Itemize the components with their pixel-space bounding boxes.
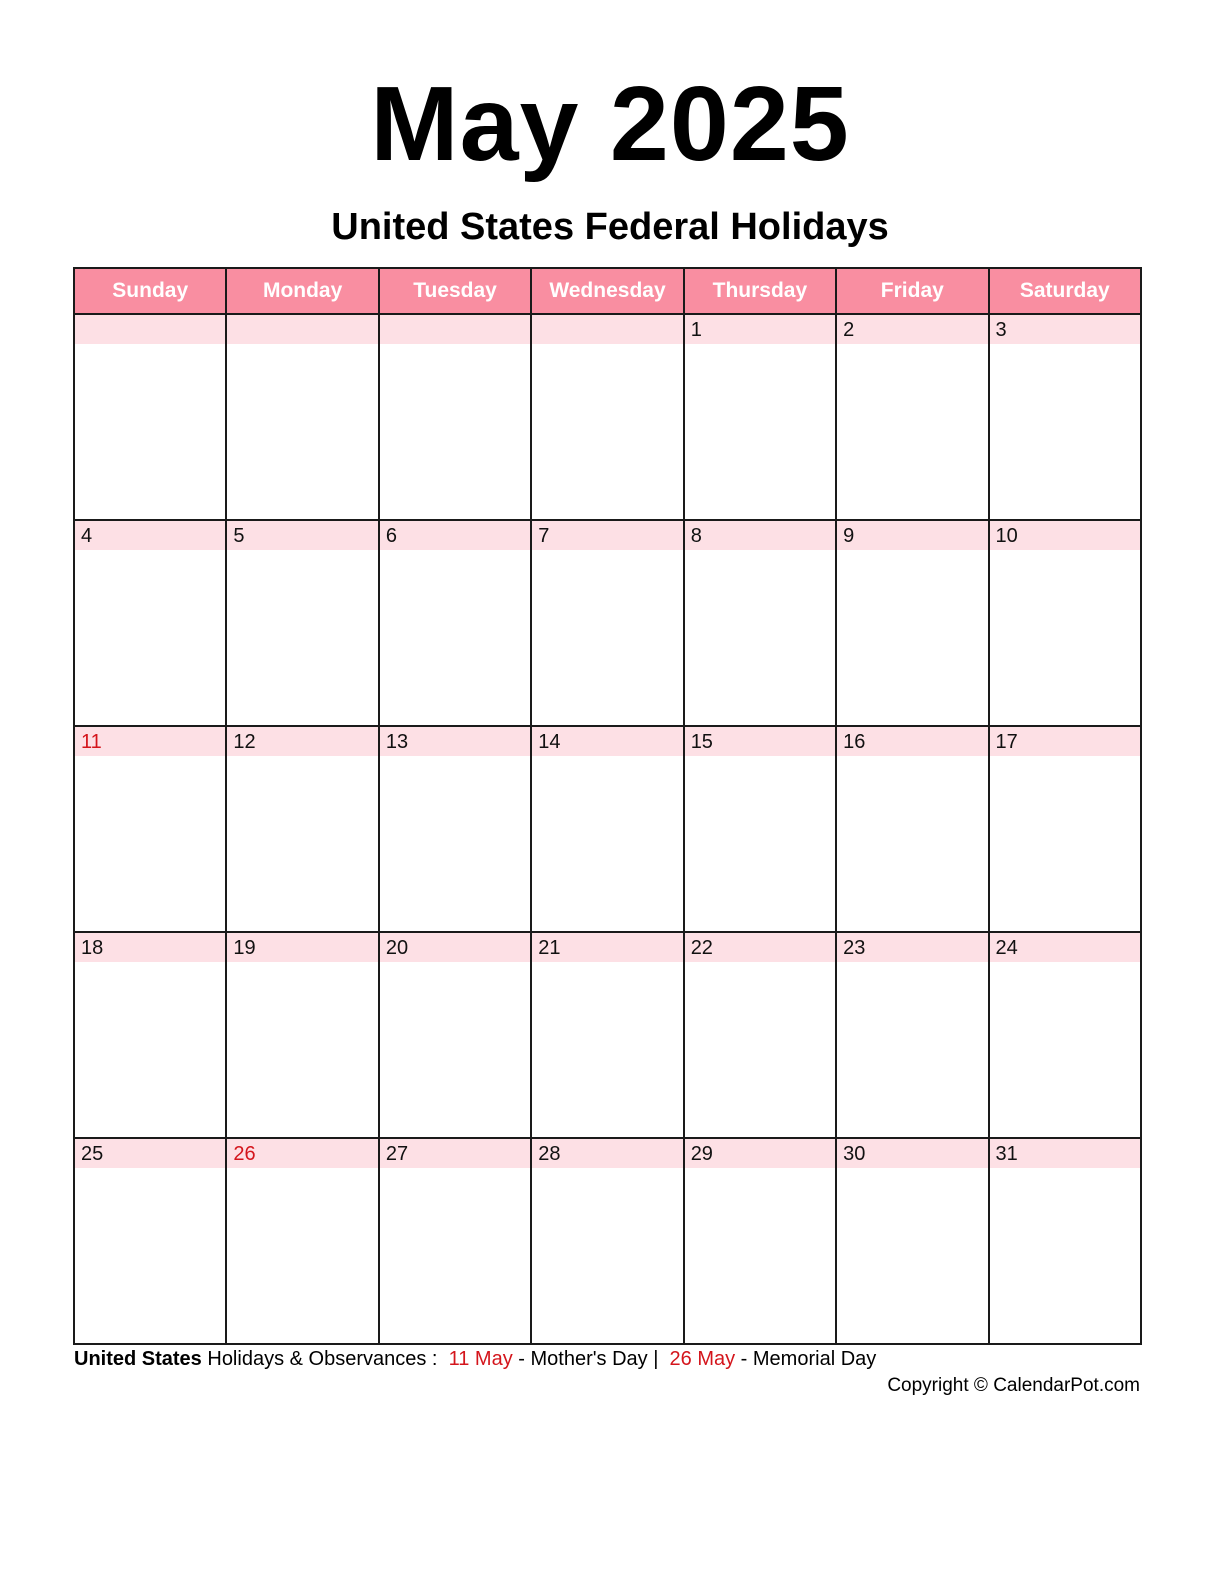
weekday-monday: Monday [226,268,378,314]
day-cell[interactable] [836,314,988,520]
day-cell[interactable] [74,314,226,520]
holiday-day-number: 26 [233,1143,256,1165]
day-number: 1 [690,319,702,341]
date-band [532,727,682,756]
date-band [380,727,530,756]
weekday-sunday: Sunday [74,268,226,314]
weekday-thursday: Thursday [684,268,836,314]
day-number: 23 [843,937,866,959]
day-number: 2 [843,319,855,341]
day-number: 3 [995,319,1007,341]
day-cell[interactable] [226,314,378,520]
weekday-friday: Friday [836,268,988,314]
week-row [74,314,1141,520]
holidays-footer [74,1346,876,1372]
holiday-name: - Memorial Day [735,1348,877,1370]
weekday-wednesday: Wednesday [531,268,683,314]
weekday-tuesday: Tuesday [379,268,531,314]
day-cell[interactable] [989,726,1141,932]
day-cell[interactable] [74,726,226,932]
day-number: 16 [843,731,866,753]
page-title: May 2025 [370,65,850,183]
day-number: 24 [995,937,1018,959]
day-cell[interactable] [74,520,226,726]
day-cell[interactable] [226,932,378,1138]
holiday-day-number: 11 [81,731,102,753]
day-cell[interactable] [836,520,988,726]
day-cell[interactable] [531,932,683,1138]
date-band [75,727,225,756]
date-band [837,1139,987,1168]
week-row [74,932,1141,1138]
day-number: 8 [690,525,702,547]
date-band [837,315,987,344]
day-number: 31 [995,1143,1018,1165]
day-number: 13 [385,731,409,753]
day-number: 5 [233,525,245,547]
day-cell[interactable] [379,932,531,1138]
date-band [380,315,530,344]
day-cell[interactable] [379,726,531,932]
date-band [75,1139,225,1168]
date-band [685,315,835,344]
day-cell[interactable] [989,1138,1141,1344]
date-band [227,1139,377,1168]
date-band [227,727,377,756]
day-number: 18 [81,937,104,959]
date-band [532,1139,682,1168]
date-band [990,315,1140,344]
day-cell[interactable] [531,726,683,932]
day-number: 29 [690,1143,713,1165]
day-cell[interactable] [226,520,378,726]
date-band [532,315,682,344]
calendar-grid [73,267,1142,1345]
day-cell[interactable] [226,1138,378,1344]
day-cell[interactable] [684,726,836,932]
day-number: 6 [385,525,397,547]
date-band [227,315,377,344]
weekday-saturday: Saturday [989,268,1141,314]
date-band [837,727,987,756]
date-band [75,315,225,344]
day-cell[interactable] [989,932,1141,1138]
day-cell[interactable] [226,726,378,932]
day-cell[interactable] [836,932,988,1138]
day-cell[interactable] [379,314,531,520]
day-cell[interactable] [989,520,1141,726]
date-band [532,933,682,962]
day-cell[interactable] [379,1138,531,1344]
day-number: 28 [538,1143,561,1165]
day-number: 14 [538,731,561,753]
date-band [990,727,1140,756]
day-cell[interactable] [684,314,836,520]
day-number: 15 [690,731,713,753]
date-band [227,933,377,962]
weekday-header-row [74,268,1141,314]
day-number: 9 [843,525,855,547]
date-band [380,521,530,550]
day-cell[interactable] [531,1138,683,1344]
date-band [380,1139,530,1168]
day-number: 7 [538,525,550,547]
day-number: 22 [690,937,713,959]
date-band [685,1139,835,1168]
day-number: 17 [995,731,1018,753]
date-band [380,933,530,962]
date-band [990,1139,1140,1168]
day-number: 10 [995,525,1018,547]
holiday-date: 26 May [669,1348,736,1370]
day-cell[interactable] [531,520,683,726]
page-subtitle: United States Federal Holidays [331,206,889,248]
date-band [990,521,1140,550]
day-number: 27 [385,1143,409,1165]
day-number: 25 [81,1143,104,1165]
holiday-name: - Mother's Day | [512,1348,670,1370]
footer-label: Holidays & Observances : [201,1348,449,1370]
week-row [74,1138,1141,1344]
day-cell[interactable] [989,314,1141,520]
week-row [74,726,1141,932]
week-row [74,520,1141,726]
day-cell[interactable] [836,726,988,932]
footer-country: United States [74,1348,202,1370]
date-band [685,521,835,550]
copyright-notice: Copyright © CalendarPot.com [887,1375,1140,1396]
date-band [685,727,835,756]
date-band [837,521,987,550]
date-band [990,933,1140,962]
date-band [532,521,682,550]
date-band [685,933,835,962]
day-cell[interactable] [531,314,683,520]
day-number: 21 [538,937,561,959]
day-cell[interactable] [684,1138,836,1344]
day-number: 20 [385,937,409,959]
day-cell[interactable] [379,520,531,726]
day-number: 30 [843,1143,866,1165]
date-band [837,933,987,962]
date-band [227,521,377,550]
date-band [75,521,225,550]
day-cell[interactable] [836,1138,988,1344]
day-cell[interactable] [74,1138,226,1344]
day-number: 12 [233,731,256,753]
day-cell[interactable] [684,932,836,1138]
day-number: 4 [81,525,93,547]
day-cell[interactable] [74,932,226,1138]
day-cell[interactable] [684,520,836,726]
date-band [75,933,225,962]
holiday-date: 11 May [448,1348,513,1370]
day-number: 19 [233,937,256,959]
